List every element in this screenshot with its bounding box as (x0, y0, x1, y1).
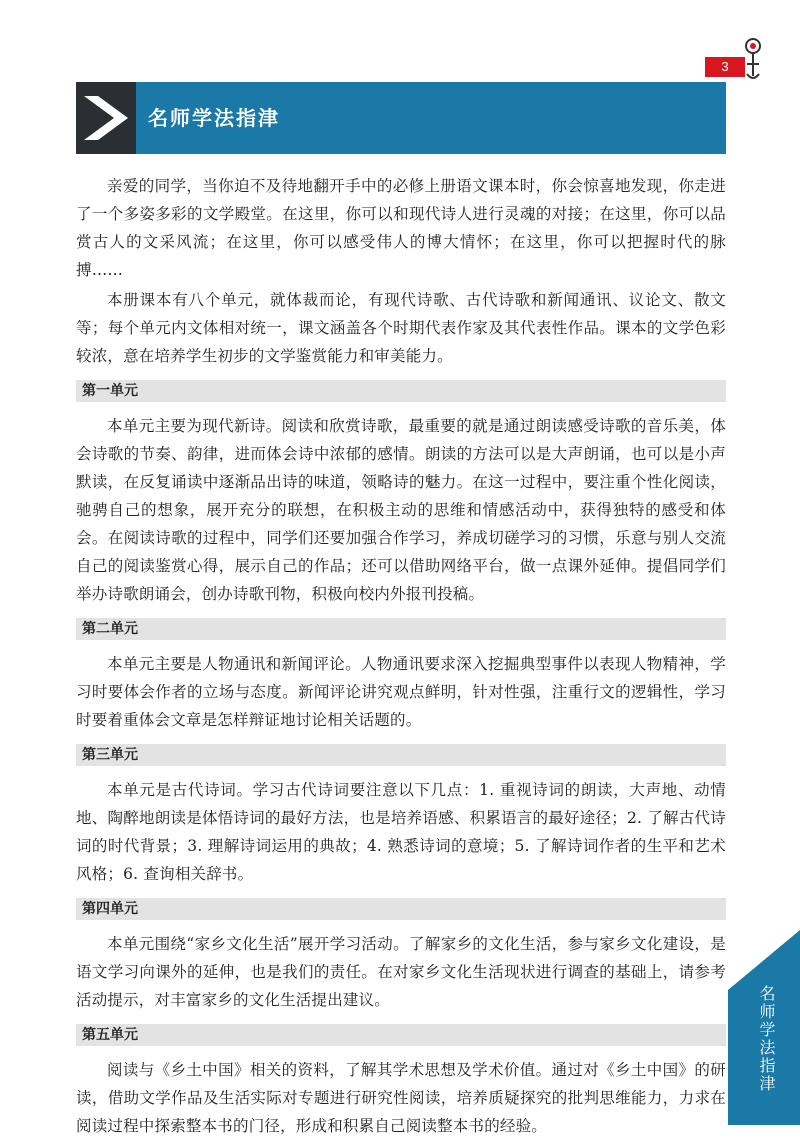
unit-heading: 第五单元 (76, 1024, 726, 1046)
unit-paragraph: 本单元是古代诗词。学习古代诗词要注意以下几点：1. 重视诗词的朗读，大声地、动情地、陶醉地朗读是体悟诗词的最好方法，也是培养语感、积累语言的最好途径；2. 了解古代诗词的时代背景；3. 理解诗词运用的典故；4. 熟悉诗词的意境；5. 了解诗词作者的生平和艺术风格；6. 查询相关辞书。 (76, 781, 726, 883)
intro-paragraph: 亲爱的同学，当你迫不及待地翻开手中的必修上册语文课本时，你会惊喜地发现，你走进了一个多姿多彩的文学殿堂。在这里，你可以和现代诗人进行灵魂的对接；在这里，你可以品赏古人的文采风流；在这里，你可以感受伟人的博大情怀；在这里，你可以把握时代的脉搏…… (76, 177, 726, 279)
unit-heading: 第三单元 (76, 744, 726, 766)
paperclip-icon (737, 36, 769, 84)
chevron-right-icon (76, 82, 136, 154)
unit-paragraph: 阅读与《乡土中国》相关的资料，了解其学术思想及学术价值。通过对《乡土中国》的研读，借助文学作品及生活实际对专题进行研究性阅读，培养质疑探究的批判思维能力，力求在阅读过程中探索整本书的门径，形成和积累自己阅读整本书的经验。 (76, 1061, 726, 1135)
unit-heading: 第二单元 (76, 618, 726, 640)
main-content (76, 172, 726, 1140)
unit-heading: 第一单元 (76, 380, 726, 402)
unit-paragraph: 本单元主要为现代新诗。阅读和欣赏诗歌，最重要的就是通过朗读感受诗歌的音乐美，体会诗歌的节奏、韵律，进而体会诗中浓郁的感情。朗读的方法可以是大声朗诵，也可以是小声默读，在反复诵读中逐渐品出诗的味道，领略诗的魅力。在这一过程中，要注重个性化阅读，驰骋自己的想象，展开充分的联想，在积极主动的思维和情感活动中，获得独特的感受和体会。在阅读诗歌的过程中，同学们还要加强合作学习，养成切磋学习的习惯，乐意与别人交流自己的阅读鉴赏心得，展示自己的作品；还可以借助网络平台，做一点课外延伸。提倡同学们举办诗歌朗诵会，创办诗歌刊物，积极向校内外报刊投稿。 (76, 417, 726, 603)
banner-arrow-block (76, 82, 136, 154)
side-tab-label: 名师学法指津 (757, 985, 776, 1093)
page-title: 名师学法指津 (148, 106, 280, 130)
intro-paragraph: 本册课本有八个单元，就体裁而论，有现代诗歌、古代诗歌和新闻通讯、议论文、散文等；每个单元内文体相对统一，课文涵盖各个时期代表作家及其代表性作品。课本的文学色彩较浓，意在培养学生初步的文学鉴赏能力和审美能力。 (76, 291, 726, 365)
unit-paragraph: 本单元主要是人物通讯和新闻评论。人物通讯要求深入挖掘典型事件以表现人物精神，学习时要体会作者的立场与态度。新闻评论讲究观点鲜明，针对性强，注重行文的逻辑性，学习时要着重体会文章是怎样辩证地讨论相关话题的。 (76, 655, 726, 729)
section-banner (76, 82, 726, 154)
page-number-badge: 3 (705, 57, 745, 77)
unit-heading: 第四单元 (76, 898, 726, 920)
unit-paragraph: 本单元围绕“家乡文化生活”展开学习活动。了解家乡的文化生活，参与家乡文化建设，是语文学习向课外的延伸，也是我们的责任。在对家乡文化生活现状进行调查的基础上，请参考活动提示，对丰富家乡的文化生活提出建议。 (76, 935, 726, 1009)
